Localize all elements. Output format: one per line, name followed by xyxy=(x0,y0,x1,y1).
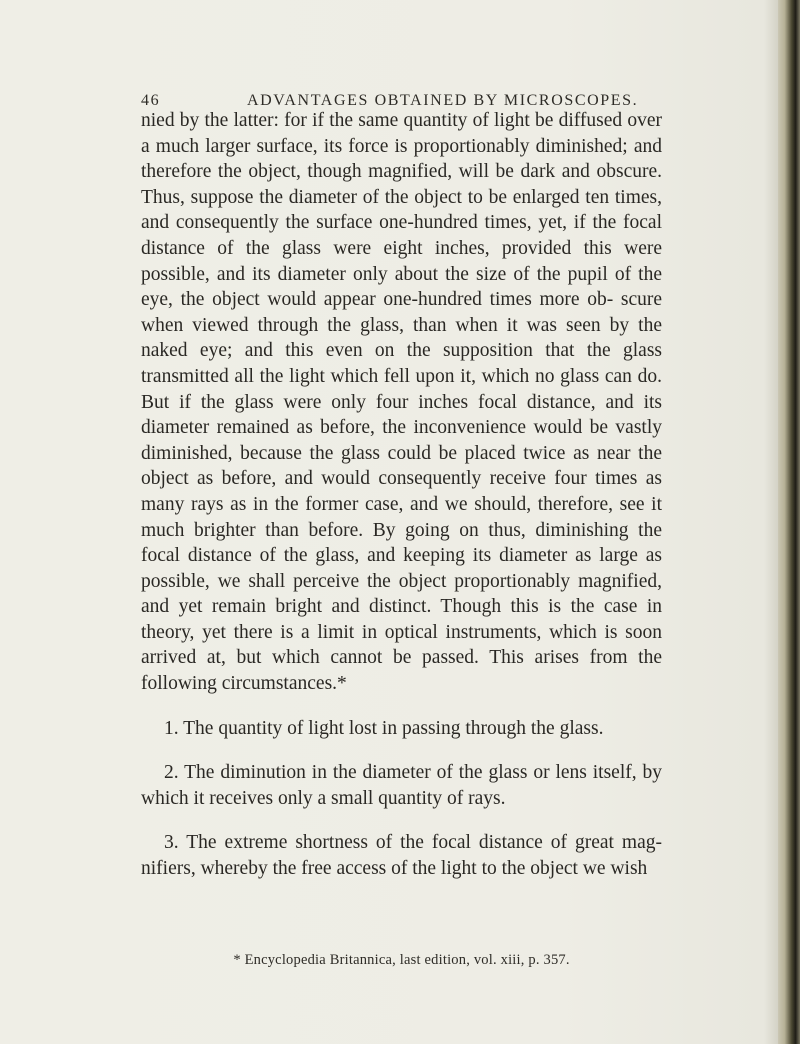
list-item-1: 1. The quantity of light lost in passing through the glass. xyxy=(164,717,604,739)
body-text xyxy=(141,108,662,882)
running-head: ADVANTAGES OBTAINED BY MICROSCOPES. xyxy=(247,92,639,109)
page-edge-shadow xyxy=(764,0,778,1044)
main-paragraph: nied by the latter: for if the same quantity of light be diffused over a much larger surface, its force is proportionably diminished; and therefore the object, though magnified, will be dark and obscure. Thus, suppose the diameter of the object to be enlarged ten times, and consequently the surface one-hundred times, yet, if the focal distance of the glass were eight inches, provided this were possible, and its diameter only about the size of the pupil of the eye, the object would appear one-hundred times more ob- scure when viewed through the glass, than when it was seen by the naked eye; and this even on the supposition that the glass transmitted all the light which fell upon it, which no glass can do. But if the glass were only four inches focal distance, and its diameter remained as before, the inconvenience would be vastly diminished, because the glass could be placed twice as near the object as before, and would consequently receive four times as many rays as in the former case, and we should, therefore, see it much brighter than before. By going on thus, diminishing the focal distance of the glass, and keeping its diameter as large as possible, we shall perceive the object proportionably magnified, and yet remain bright and distinct. Though this is the case in theory, yet there is a limit in optical instruments, which is soon arrived at, but which cannot be passed. This arises from the following circumstances.* xyxy=(141,110,662,695)
footnote: * Encyclopedia Britannica, last edition, vol. xiii, p. 357. xyxy=(233,952,570,968)
list-item-3: 3. The extreme shortness of the focal distance of great mag- nifiers, whereby the free access of the light to the object we wish xyxy=(141,832,662,880)
list-item-2: 2. The diminution in the diameter of the glass or lens itself, by which it receives only a small quantity of rays. xyxy=(141,762,662,809)
page-number: 46 xyxy=(141,92,161,109)
page-edge xyxy=(778,0,800,1044)
